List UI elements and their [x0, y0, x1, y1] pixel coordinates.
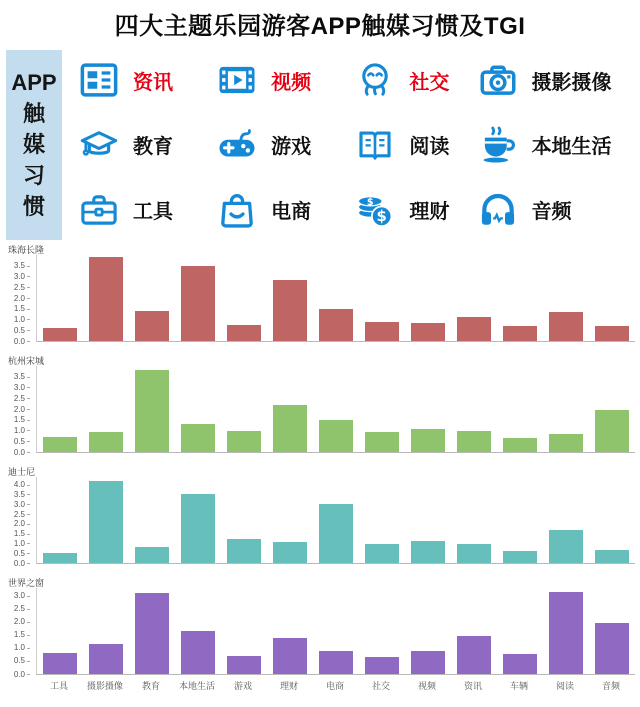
- bar: [595, 326, 629, 341]
- x-tick-label: 阅读: [555, 681, 574, 691]
- category-label: 社交: [409, 71, 450, 94]
- bar: [181, 424, 215, 452]
- y-tick-label: 2.5: [2, 604, 30, 613]
- x-tick-label: 电商: [325, 681, 344, 691]
- bar: [365, 544, 399, 563]
- category-label: 视频: [271, 71, 312, 94]
- x-tick-label: 教育: [141, 681, 160, 691]
- y-tick-label: 1.0: [2, 539, 30, 548]
- bar: [135, 311, 169, 341]
- y-tick-label: 2.0: [2, 519, 30, 528]
- bar: [319, 504, 353, 563]
- reading-icon: [354, 124, 396, 166]
- x-tick-label: 社交: [371, 681, 390, 691]
- video-icon: [216, 59, 258, 101]
- bar: [319, 420, 353, 452]
- sidebar-line: APP: [11, 70, 57, 95]
- category-item: [354, 177, 476, 242]
- audio-icon: [477, 189, 519, 231]
- bar: [595, 410, 629, 452]
- category-label: 资讯: [133, 71, 173, 94]
- category-item: [78, 113, 216, 178]
- bar: [43, 437, 77, 452]
- bar: [503, 654, 537, 674]
- camera-icon: [477, 59, 519, 101]
- bar: [181, 494, 215, 563]
- x-tick-label: 理财: [279, 681, 298, 691]
- chart-title: 世界之窗: [8, 578, 45, 588]
- bar: [273, 638, 307, 674]
- y-tick-label: 2.0: [2, 405, 30, 414]
- x-tick-label: 车辆: [509, 681, 528, 691]
- bar: [411, 541, 445, 563]
- y-tick-label: 0.5: [2, 326, 30, 335]
- category-label: 游戏: [271, 136, 312, 159]
- bar: [227, 539, 261, 563]
- x-tick-label: 资讯: [463, 681, 482, 691]
- ecommerce-icon: [216, 189, 258, 231]
- category-item: [216, 177, 354, 242]
- chart-hangzhou-songcheng: [0, 353, 640, 464]
- category-label: 工具: [133, 201, 173, 224]
- bar: [43, 328, 77, 341]
- bar: [411, 323, 445, 341]
- y-tick-label: 3.0: [2, 591, 30, 600]
- x-tick-label: 工具: [49, 681, 68, 691]
- y-tick-label: 1.0: [2, 426, 30, 435]
- bar: [457, 431, 491, 453]
- sidebar-line: 媒: [22, 132, 45, 157]
- category-label: 摄影摄像: [531, 71, 612, 94]
- bar: [595, 550, 629, 563]
- bar: [89, 481, 123, 563]
- sidebar-line: 触: [22, 101, 45, 126]
- bar: [227, 656, 261, 674]
- y-tick-label: 1.5: [2, 630, 30, 639]
- category-icon-grid: [78, 48, 636, 242]
- y-tick-label: 1.5: [2, 304, 30, 313]
- y-tick-label: 3.5: [2, 490, 30, 499]
- bar: [273, 542, 307, 564]
- bar: [365, 657, 399, 674]
- education-icon: [78, 124, 120, 166]
- category-label: 阅读: [409, 136, 450, 159]
- y-tick-label: 0.0: [2, 337, 30, 346]
- bar: [549, 312, 583, 341]
- category-item: [477, 177, 636, 242]
- bar: [135, 370, 169, 452]
- bar: [89, 644, 123, 674]
- y-tick-label: 0.5: [2, 656, 30, 665]
- bar: [135, 593, 169, 674]
- y-tick-label: 0.0: [2, 670, 30, 679]
- bar: [411, 651, 445, 674]
- bar: [503, 438, 537, 452]
- y-tick-label: 0.5: [2, 549, 30, 558]
- bar: [319, 651, 353, 674]
- bar: [135, 547, 169, 563]
- page-title: 四大主题乐园游客APP触媒习惯及TGI: [114, 13, 526, 40]
- category-item: [477, 113, 636, 178]
- plot-area: [13, 255, 635, 346]
- bar: [43, 553, 77, 563]
- bar: [89, 257, 123, 341]
- y-tick-label: 1.0: [2, 315, 30, 324]
- x-tick-label: 本地生活: [178, 681, 215, 691]
- chart-title: 杭州宋城: [8, 356, 45, 366]
- bar: [457, 544, 491, 563]
- bar: [43, 653, 77, 674]
- bar: [365, 322, 399, 341]
- y-tick-label: 3.0: [2, 500, 30, 509]
- y-tick-label: 3.0: [2, 383, 30, 392]
- bar: [273, 280, 307, 341]
- y-tick-label: 2.0: [2, 294, 30, 303]
- bar: [365, 432, 399, 452]
- bar: [457, 636, 491, 674]
- y-tick-label: 2.0: [2, 617, 30, 626]
- chart-title: 珠海长隆: [8, 245, 45, 255]
- y-tick-label: 3.0: [2, 272, 30, 281]
- y-tick-label: 0.0: [2, 559, 30, 568]
- tools-icon: [78, 189, 120, 231]
- bar: [227, 431, 261, 453]
- bar: [411, 429, 445, 452]
- category-item: [216, 113, 354, 178]
- chart-zhuhai-changlong: [0, 242, 640, 353]
- y-tick-label: 1.5: [2, 529, 30, 538]
- bar: [319, 309, 353, 341]
- category-item: [354, 113, 476, 178]
- category-item: [354, 48, 476, 113]
- bar: [181, 266, 215, 341]
- y-tick-label: 1.5: [2, 415, 30, 424]
- app-habit-sidebar: [6, 50, 62, 240]
- bar: [549, 434, 583, 452]
- y-tick-label: 3.5: [2, 372, 30, 381]
- y-tick-label: 0.0: [2, 448, 30, 457]
- bar: [273, 405, 307, 452]
- plot-area: [13, 366, 635, 457]
- bar: [227, 325, 261, 341]
- sidebar-line: 习: [22, 163, 45, 188]
- category-label: 电商: [271, 201, 312, 224]
- social-icon: [354, 59, 396, 101]
- bar: [457, 317, 491, 341]
- y-tick-label: 2.5: [2, 394, 30, 403]
- bar: [549, 530, 583, 563]
- bar: [549, 592, 583, 674]
- charts-section: [0, 242, 640, 704]
- bar: [503, 551, 537, 563]
- x-tick-label: 音频: [601, 681, 620, 691]
- sidebar-line: 惯: [22, 194, 45, 219]
- finance-icon: [354, 189, 396, 231]
- plot-area: [13, 588, 635, 679]
- news-icon: [78, 59, 120, 101]
- y-tick-label: 0.5: [2, 437, 30, 446]
- category-item: [477, 48, 636, 113]
- category-label: 理财: [409, 201, 450, 224]
- y-tick-label: 1.0: [2, 643, 30, 652]
- bar: [595, 623, 629, 674]
- y-tick-label: 2.5: [2, 283, 30, 292]
- y-tick-label: 2.5: [2, 510, 30, 519]
- local-life-icon: [477, 124, 519, 166]
- bar: [89, 432, 123, 452]
- chart-disney: [0, 464, 640, 575]
- y-tick-label: 3.5: [2, 261, 30, 270]
- bar: [181, 631, 215, 674]
- category-label: 本地生活: [531, 136, 612, 159]
- category-item: [78, 48, 216, 113]
- category-label: 教育: [133, 136, 173, 159]
- x-tick-label: 摄影摄像: [86, 681, 123, 691]
- plot-area: [13, 477, 635, 568]
- x-tick-label: 视频: [417, 681, 436, 691]
- chart-window-of-the-world: [0, 575, 640, 703]
- game-icon: [216, 124, 258, 166]
- y-tick-label: 4.0: [2, 480, 30, 489]
- category-label: 音频: [531, 201, 572, 224]
- category-item: [216, 48, 354, 113]
- category-item: [78, 177, 216, 242]
- chart-title: 迪士尼: [8, 467, 36, 477]
- bar: [503, 326, 537, 341]
- x-axis-labels: [36, 677, 634, 693]
- x-tick-label: 游戏: [233, 681, 252, 691]
